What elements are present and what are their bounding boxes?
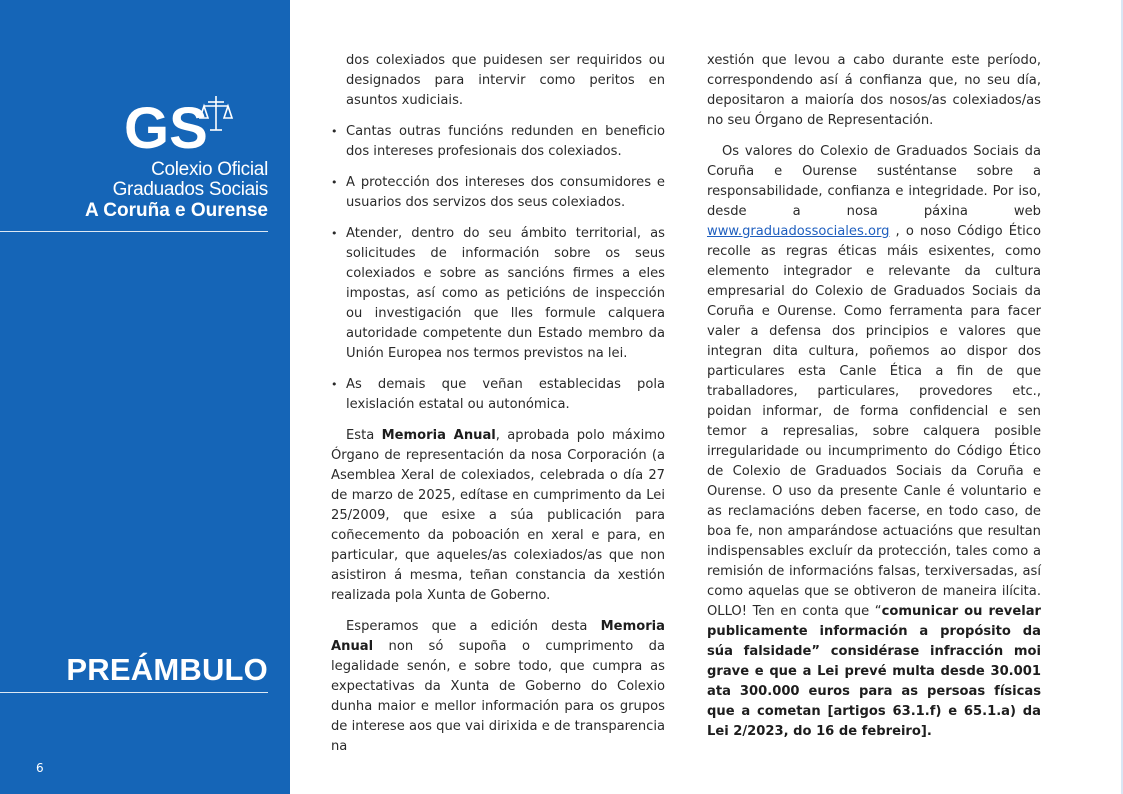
logo-monogram: GS bbox=[124, 96, 208, 156]
functions-list bbox=[331, 122, 665, 415]
logo-line-3: A Coruña e Ourense bbox=[84, 200, 268, 221]
list-item: • Atender, dentro do seu ámbito territorial, as solicitudes de información sobre os seus colexiados e sobre as sancións firmes a eles impostas, así como as peticións de inspección ou investigación que lles formule calquera autoridade competente dun Estado membro da Unión Europea nos termos previstos na lei. bbox=[331, 224, 665, 364]
divider-top bbox=[0, 231, 268, 232]
sidebar bbox=[0, 0, 290, 794]
list-item: • A protección dos intereses dos consumidores e usuarios dos servizos dos seus colexiados. bbox=[331, 173, 665, 213]
continued-list-item: dos colexiados que puidesen ser requiridos ou designados para intervir como peritos en asuntos xudiciais. bbox=[346, 53, 665, 108]
divider-bottom bbox=[0, 692, 268, 693]
paragraph-expectations: Esperamos que a edición desta Memoria Anual non só supoña o cumprimento da legalidade senón, e sobre todo, que cumpra as expectativas da Xunta de Goberno do Colexio dunha maior e mellor información para os grupos de interese aos que vai dirixida e de transparencia na bbox=[331, 619, 665, 754]
logo-line-1: Colexio Oficial bbox=[151, 159, 268, 180]
logo-line-2: Graduados Sociais bbox=[112, 179, 268, 200]
paragraph-continued: xestión que levou a cabo durante este período, correspondendo así á confianza que, no seu día, depositaron a maioría dos nosos/as colexiados/as no seu Órgano de Representación. bbox=[707, 53, 1041, 128]
logo-text bbox=[85, 160, 268, 222]
page-number: 6 bbox=[36, 761, 44, 775]
paragraph-memoria: Esta Memoria Anual, aprobada polo máximo Órgano de representación da nosa Corporación (a Asemblea Xeral de colexiados, celebrada o día 27 de marzo de 2025, edítase en cumprimento da Lei 25/2009, que esixe a súa publicación para coñecemento da poboación en xeral e para, en particular, que aqueles/as colexiados/as que non asistiron á mesma, teñan constancia da xestión realizada pola Xunta de Goberno. bbox=[331, 428, 665, 603]
list-item: • Cantas outras funcións redunden en beneficio dos intereses profesionais dos colexiados. bbox=[331, 122, 665, 162]
right-column bbox=[707, 51, 1041, 753]
section-title: PREÁMBULO bbox=[66, 652, 268, 687]
gs-logo-icon bbox=[124, 94, 234, 156]
paragraph-ethics: Os valores do Colexio de Graduados Sociais da Coruña e Ourense susténtanse sobre a responsabilidade, confianza e integridade. Por iso, desde a nosa páxina web www.graduadossociales.org , o noso Código Ético recolle as regras éticas máis esixentes, como elemento integrador e relevante da cultura empresarial do Colexio de Graduados Sociais da Coruña e Ourense. Como ferramenta para facer valer a defensa dos principios e valores que integran dita cultura, poñemos ao dispor dos particulares esta Canle Ética a fin de que traballadores, particulares, provedores etc., poidan informar, de forma confidencial e sen temor a represalias, sobre calquera posible irregularidade ou incumprimento do Código Ético de Colexio de Graduados Sociais da Coruña e Ourense. O uso da presente Canle é voluntario e as reclamacións deben facerse, en todo caso, de boa fe, non amparándose actuacións que resultan indispensables excluír da protección, tales como a remisión de informacións falsas, terxiversadas, así como aquelas que se obtiveron de maneira ilícita. OLLO! Ten en conta que “comunicar ou revelar publicamente información a propósito da súa falsidade” considérase infracción moi grave e que a Lei prevé multa desde 30.001 ata 300.000 euros para as persoas físicas que a cometan [artigos 63.1.f) e 65.1.a) da Lei 2/2023, do 16 de febreiro]. bbox=[707, 144, 1041, 739]
list-item: • As demais que veñan establecidas pola lexislación estatal ou autonómica. bbox=[331, 375, 665, 415]
left-column bbox=[331, 51, 665, 768]
website-link[interactable]: www.graduadossociales.org bbox=[707, 224, 890, 239]
